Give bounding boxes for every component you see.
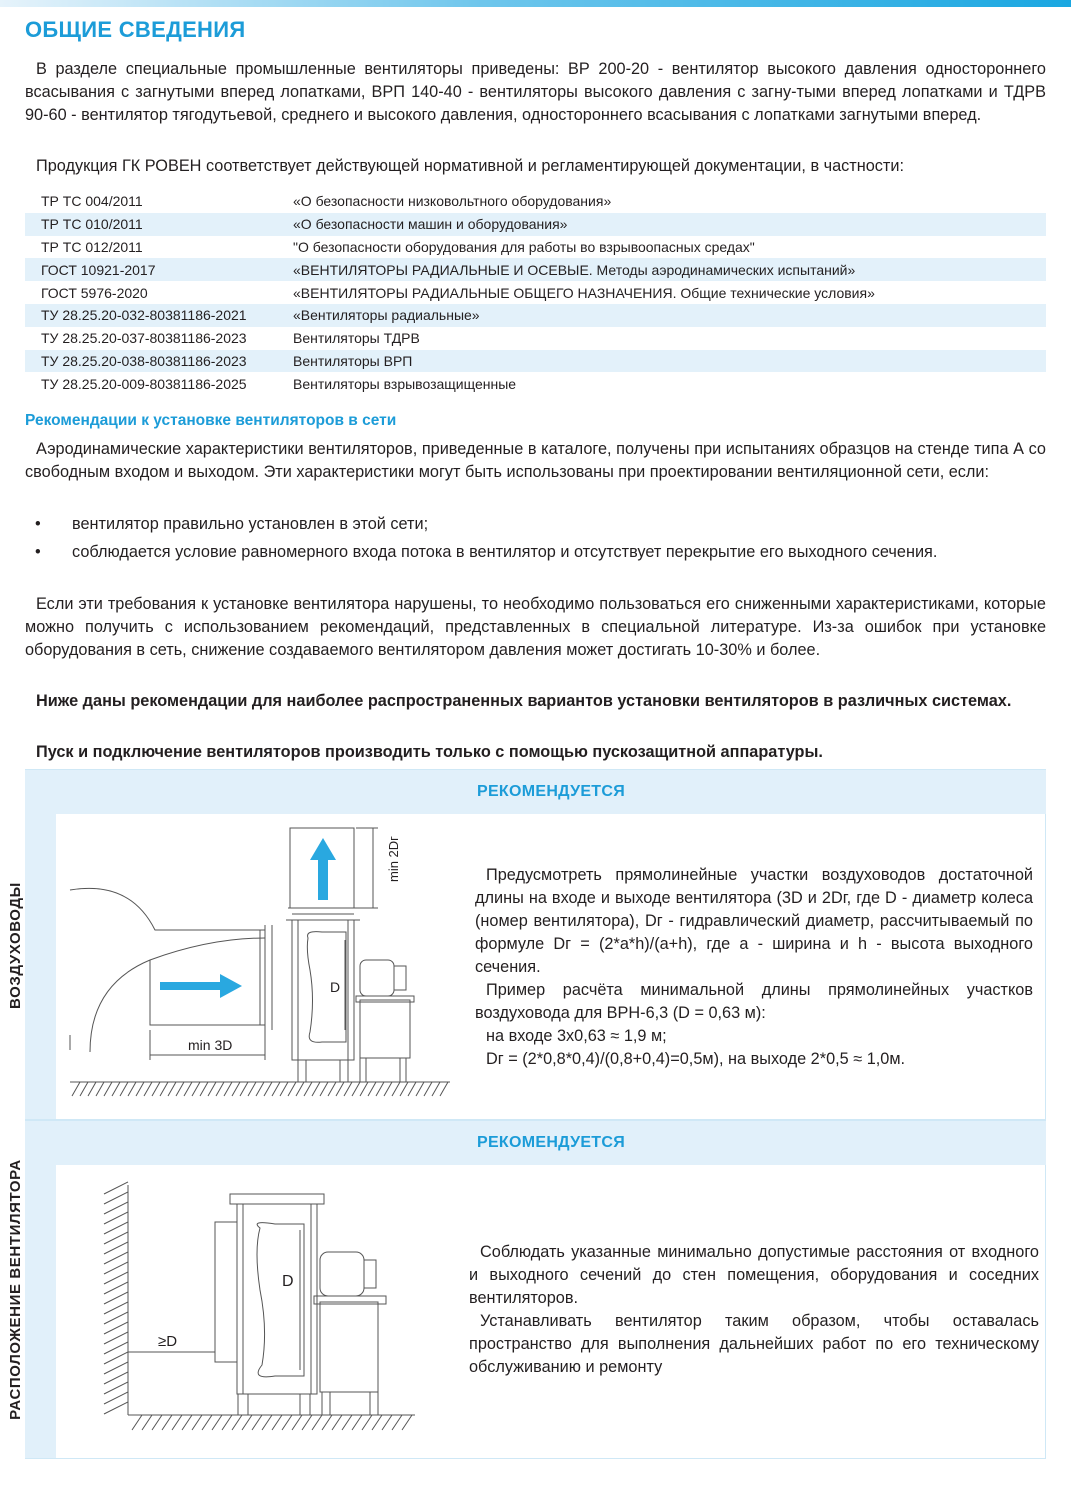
standard-code: ТУ 28.25.20-037-80381186-2023	[41, 330, 247, 347]
fan-placement-drawing	[90, 1180, 420, 1440]
outlet-length-label: min 2Dг	[386, 836, 401, 882]
ducts-description-p1: Предусмотреть прямолинейные участки воздуховодов достаточной длины на входе и выходе вентилятора (3D и 2Dг, где D - диаметр колеса (номер вентилятора), Dг - гидравлический диаметр, рассчитываемый по формуле Dг = (2*a*h)/(a+h), где a - ширина и h - высота выходного сечения.	[475, 866, 1033, 976]
standard-title: Вентиляторы взрывозащищенные	[293, 375, 517, 392]
standard-code: ТУ 28.25.20-038-80381186-2023	[25, 350, 293, 373]
standards-row	[25, 281, 1046, 304]
violation-paragraph: Если эти требования к установке вентилятора нарушены, то необходимо пользоваться его сниженными характеристиками, которые можно получить с использованием рекомендаций, представленных в специальной литературе. Из-за ошибок при установке оборудования в сеть, снижение создаваемого вентилятором давления может достигать 10-30% и более.	[25, 595, 1046, 659]
standard-code: ТУ 28.25.20-032-80381186-2021	[25, 304, 293, 327]
standards-row	[25, 236, 1046, 259]
ducts-description	[475, 864, 1033, 1071]
clearance-label: ≥D	[158, 1333, 178, 1350]
bold-note-installation: Ниже даны рекомендации для наиболее распространенных вариантов установки вентиляторов в различных системах.	[36, 692, 1012, 710]
standards-row	[25, 350, 1046, 373]
placement-description-p2: Устанавливать вентилятор таким образом, чтобы оставалась пространство для выполнения дальнейших работ по его техническому обслуживанию и ремонту	[469, 1312, 1039, 1376]
inlet-length-label: min 3D	[188, 1037, 233, 1053]
standard-code: ТУ 28.25.20-009-80381186-2025	[41, 375, 247, 392]
bullet-item	[25, 541, 1046, 564]
standard-title: Вентиляторы ТДРВ	[293, 330, 420, 347]
standards-row	[25, 327, 1046, 350]
standards-row	[25, 304, 1046, 327]
recommended-band-ducts	[56, 770, 1046, 814]
page-title: ОБЩИЕ СВЕДЕНИЯ	[25, 17, 246, 42]
inflow-arrow-icon	[160, 974, 242, 998]
standard-title: «О безопасности низковольтного оборудования»	[293, 193, 612, 210]
bold-note-startup: Пуск и подключение вентиляторов производить только с помощью пускозащитной аппаратуры.	[36, 743, 823, 761]
diameter-label: D	[282, 1273, 294, 1290]
standard-title: «Вентиляторы радиальные»	[293, 304, 1046, 327]
standard-title: «ВЕНТИЛЯТОРЫ РАДИАЛЬНЫЕ И ОСЕВЫЕ. Методы аэродинамических испытаний»	[293, 258, 1046, 281]
recommendations-heading: Рекомендации к установке вентиляторов в сети	[25, 412, 397, 429]
outflow-arrow-icon	[310, 838, 336, 900]
bullet-dot: •	[35, 543, 41, 561]
standard-title: "О безопасности оборудования для работы во взрывоопасных средах"	[293, 238, 755, 255]
standards-table	[25, 190, 1046, 395]
standards-row	[25, 213, 1046, 236]
standard-code: ТР ТС 004/2011	[41, 193, 143, 210]
side-label-ducts-text: ВОЗДУХОВОДЫ	[7, 881, 25, 1009]
standard-code: ТР ТС 010/2011	[25, 213, 293, 236]
recommended-label: РЕКОМЕНДУЕТСЯ	[476, 783, 626, 800]
intro-paragraph: В разделе специальные промышленные вентиляторы приведены: ВР 200-20 - вентилятор высокого давления одностороннего всасывания с загнутыми вперед лопатками, ВРП 140-40 - вентиляторы высокого давления с загну-тыми вперед лопатками и ТДРВ 90-60 - вентилятор тягодутьевой, среднего и высокого давления, одностороннего всасывания с лопатками загнутыми вперед.	[25, 60, 1046, 124]
bullet-dot: •	[35, 515, 41, 533]
standards-row	[25, 258, 1046, 281]
side-label-placement-text: РАСПОЛОЖЕНИЕ ВЕНТИЛЯТОРА	[7, 1159, 25, 1420]
standards-row	[25, 190, 1046, 213]
ducts-description-p2: Пример расчёта минимальной длины прямолинейных участков воздуховода для ВРН-6,3 (D = 0,63 м):	[475, 981, 1033, 1022]
recommended-label: РЕКОМЕНДУЕТСЯ	[476, 1134, 626, 1151]
duct-installation-drawing	[60, 820, 460, 1110]
standard-title: «О безопасности машин и оборудования»	[293, 213, 1046, 236]
side-label-ducts	[0, 770, 31, 1120]
side-label-placement	[0, 1121, 31, 1458]
standards-row	[25, 372, 1046, 395]
bullet-text: соблюдается условие равномерного входа потока в вентилятор и отсутствует перекрытие его выходного сечения.	[72, 543, 938, 561]
top-accent-bar	[0, 0, 1071, 7]
bullet-text: вентилятор правильно установлен в этой сети;	[72, 515, 429, 533]
ducts-description-p4: Dг = (2*0,8*0,4)/(0,8+0,4)=0,5м), на выходе 2*0,5 ≈ 1,0м.	[486, 1050, 906, 1068]
recommendations-intro: Аэродинамические характеристики вентиляторов, приведенные в каталоге, получены при испытаниях образцов на стенде типа А со свободным входом и выходом. Эти характеристики могут быть использованы при проектировании вентиляционной сети, если:	[25, 440, 1046, 481]
recommended-band-placement	[56, 1121, 1046, 1165]
standard-code: ГОСТ 5976-2020	[41, 284, 148, 301]
ducts-description-p3: на входе 3х0,63 ≈ 1,9 м;	[486, 1027, 667, 1045]
standard-title: «ВЕНТИЛЯТОРЫ РАДИАЛЬНЫЕ ОБЩЕГО НАЗНАЧЕНИЯ. Общие технические условия»	[293, 284, 875, 301]
standard-title: Вентиляторы ВРП	[293, 350, 1046, 373]
standard-code: ТР ТС 012/2011	[41, 238, 143, 255]
placement-description	[469, 1241, 1039, 1379]
bullet-item	[25, 513, 1046, 536]
placement-description-p1: Соблюдать указанные минимально допустимые расстояния от входного и выходного сечений до стен помещения, оборудования и соседних вентиляторов.	[469, 1243, 1039, 1307]
diameter-label: D	[330, 979, 341, 995]
compliance-paragraph: Продукция ГК РОВЕН соответствует действующей нормативной и регламентирующей документации, в частности:	[36, 157, 905, 175]
standard-code: ГОСТ 10921-2017	[25, 258, 293, 281]
